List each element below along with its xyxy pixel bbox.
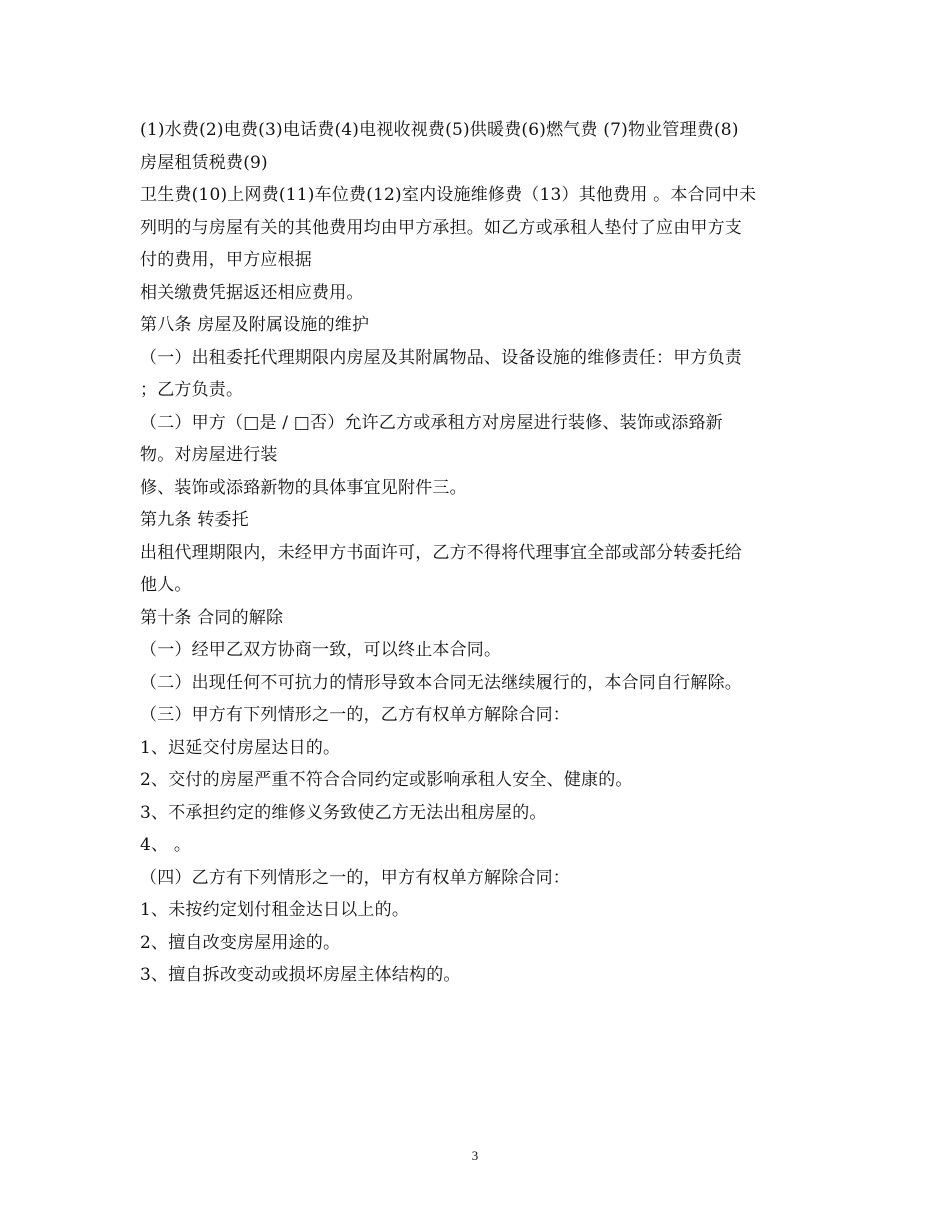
article-9-body-cont: 他人。 [140, 575, 192, 595]
article-10-clause-3-item-2: 2、交付的房屋严重不符合合同约定或影响承租人安全、健康的。 [140, 770, 633, 790]
text-line-fees-list-cont: 房屋租赁税费(9) [140, 152, 268, 173]
document-body [140, 114, 820, 992]
article-8-clause-1-cont: ；乙方负责。 [140, 380, 244, 400]
article-9-body: 出租代理期限内，未经甲方书面许可，乙方不得将代理事宜全部或部分转委托给 [140, 542, 742, 563]
article-10-clause-4: （四）乙方有下列情形之一的，甲方有权单方解除合同： [140, 867, 570, 888]
text-line-fees-other-cont: 列明的与房屋有关的其他费用均由甲方承担。如乙方或承租人垫付了应由甲方支 [140, 217, 742, 238]
text-line-fees-refund-cont: 相关缴费凭据返还相应费用。 [140, 282, 364, 303]
article-8-clause-1: （一）出租委托代理期限内房屋及其附属物品、设备设施的维修责任：甲方负责 [140, 347, 742, 368]
article-9-heading: 第九条 转委托 [140, 510, 249, 530]
article-10-heading: 第十条 合同的解除 [140, 607, 284, 628]
text-line-fees-other: 卫生费(10)上网费(11)车位费(12)室内设施维修费（13）其他费用 。本合同中未 [140, 185, 757, 205]
article-8-clause-2-cont: 物。对房屋进行装 [140, 445, 278, 465]
article-10-clause-3-item-4: 4、 。 [140, 835, 192, 855]
page-number: 3 [471, 1148, 479, 1163]
article-10-clause-3: （三）甲方有下列情形之一的，乙方有权单方解除合同： [140, 705, 570, 725]
article-10-clause-3-item-3: 3、不承担约定的维修义务致使乙方无法出租房屋的。 [140, 802, 547, 823]
article-10-clause-4-item-2: 2、擅自改变房屋用途的。 [140, 932, 341, 953]
article-10-clause-3-item-1: 1、迟延交付房屋达日的。 [140, 737, 341, 758]
article-8-clause-2: （二）甲方（□是 / □否）允许乙方或承租方对房屋进行装修、装饰或添臵新 [140, 412, 723, 433]
article-10-clause-4-item-3: 3、擅自拆改变动或损坏房屋主体结构的。 [140, 965, 461, 985]
text-line-fees-list: (1)水费(2)电费(3)电话费(4)电视收视费(5)供暖费(6)燃气费 (7)物业管理费(8) [140, 120, 739, 140]
article-10-clause-1: （一）经甲乙双方协商一致，可以终止本合同。 [140, 640, 502, 660]
article-10-clause-4-item-1: 1、未按约定划付租金达日以上的。 [140, 900, 410, 920]
article-10-clause-2: （二）出现任何不可抗力的情形导致本合同无法继续履行的，本合同自行解除。 [140, 672, 742, 693]
article-8-clause-2-cont-2: 修、装饰或添臵新物的具体事宜见附件三。 [140, 477, 467, 498]
text-line-fees-refund: 付的费用，甲方应根据 [140, 250, 312, 270]
article-8-heading: 第八条 房屋及附属设施的维护 [140, 315, 370, 335]
